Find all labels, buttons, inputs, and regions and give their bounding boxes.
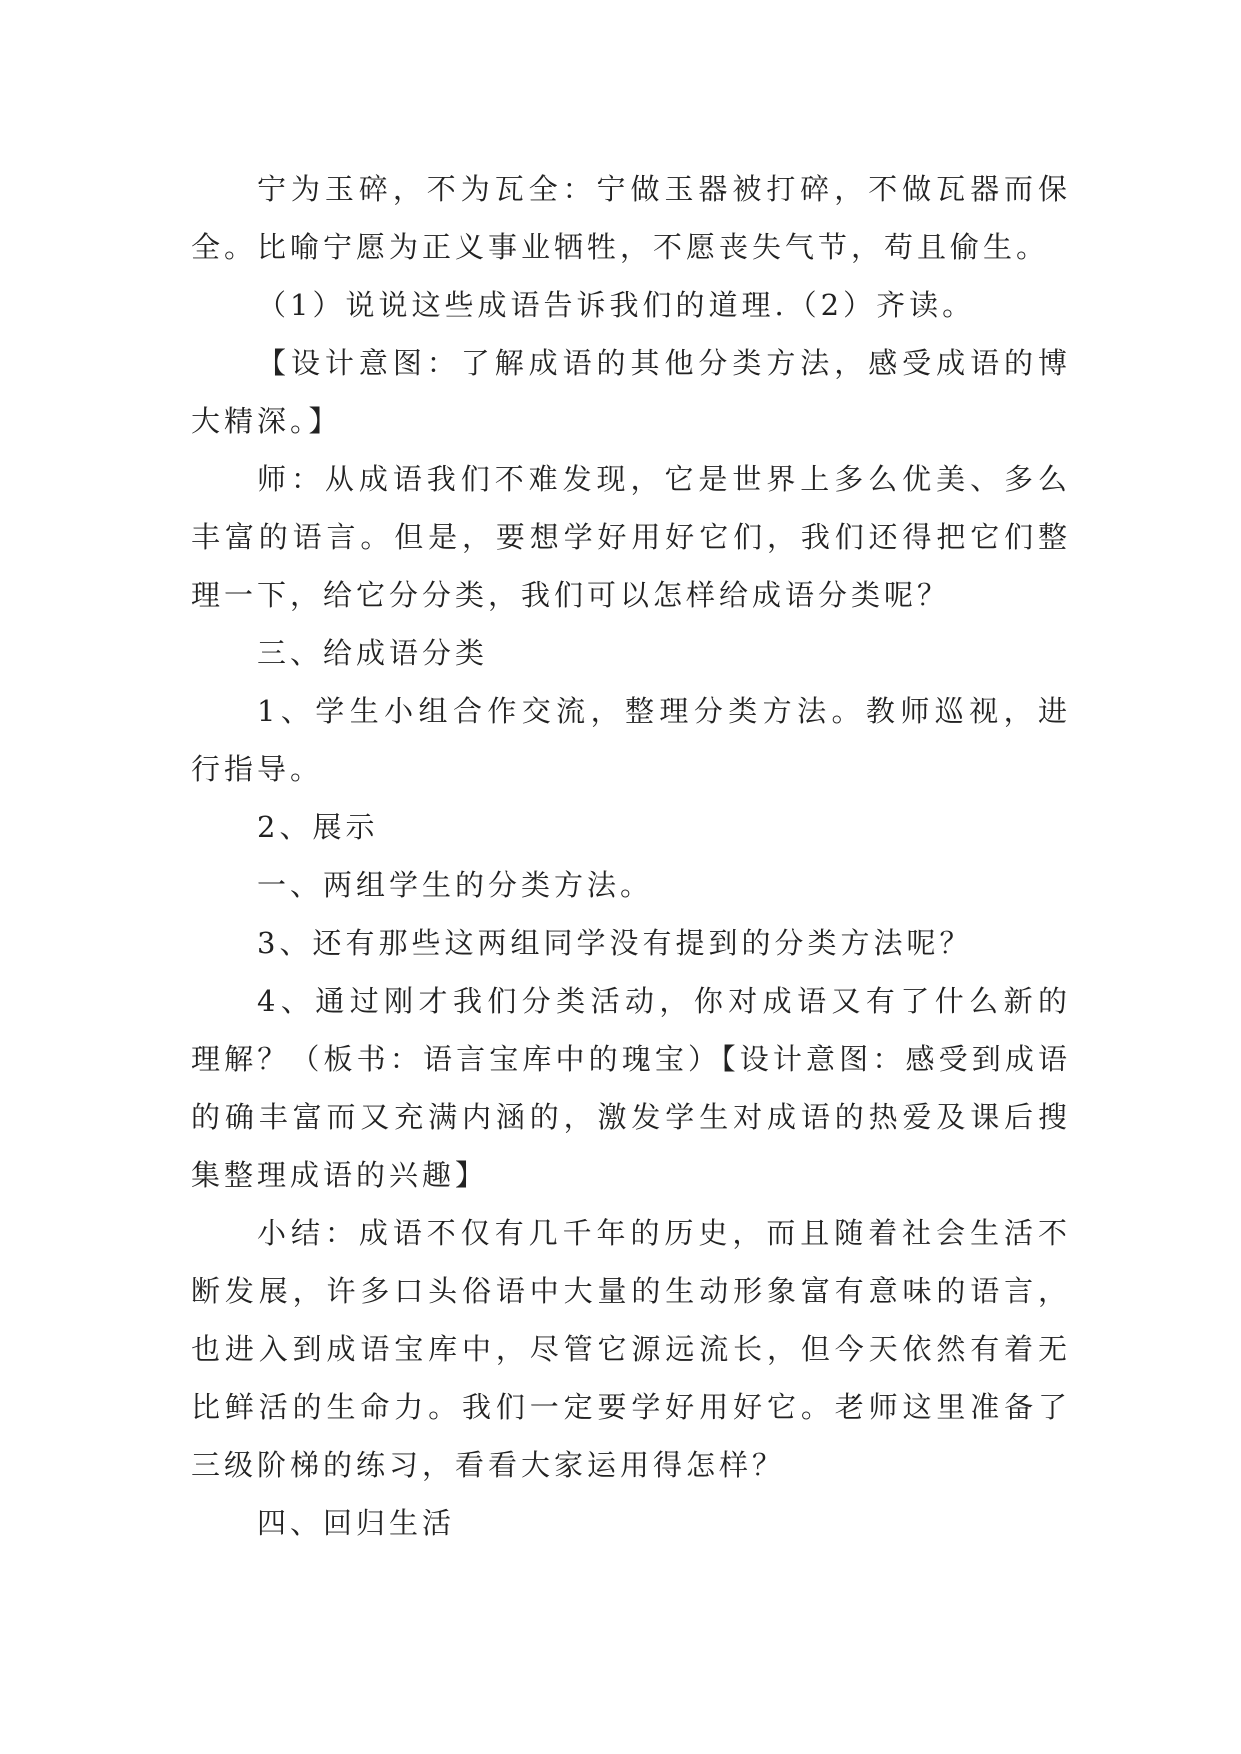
paragraph: 4、通过刚才我们分类活动，你对成语又有了什么新的理解？（板书：语言宝库中的瑰宝）【设计意图：感受到成语的确丰富而又充满内涵的，激发学生对成语的热爱及课后搜集整理成语的兴趣】 — [191, 984, 1071, 1192]
paragraph: （1）说说这些成语告诉我们的道理.（2）齐读。 — [257, 288, 976, 322]
paragraph: 1、学生小组合作交流，整理分类方法。教师巡视，进行指导。 — [191, 694, 1071, 786]
paragraph: 宁为玉碎，不为瓦全：宁做玉器被打碎，不做瓦器而保全。比喻宁愿为正义事业牺牲，不愿丧失气节，苟且偷生。 — [191, 172, 1071, 264]
paragraph: 3、还有那些这两组同学没有提到的分类方法呢？ — [257, 926, 973, 960]
section-heading: 四、回归生活 — [257, 1506, 456, 1540]
document-body — [191, 160, 1071, 1552]
paragraph: 小结：成语不仅有几千年的历史，而且随着社会生活不断发展，许多口头俗语中大量的生动形象富有意味的语言，也进入到成语宝库中，尽管它源远流长，但今天依然有着无比鲜活的生命力。我们一定要学好用好它。老师这里准备了三级阶梯的练习，看看大家运用得怎样？ — [191, 1216, 1071, 1482]
paragraph: 师：从成语我们不难发现，它是世界上多么优美、多么丰富的语言。但是，要想学好用好它们，我们还得把它们整理一下，给它分分类，我们可以怎样给成语分类呢？ — [191, 462, 1071, 612]
paragraph: 一、两组学生的分类方法。 — [257, 868, 654, 902]
paragraph: 2、展示 — [257, 810, 379, 844]
paragraph: 【设计意图：了解成语的其他分类方法，感受成语的博大精深。】 — [191, 346, 1071, 438]
section-heading: 三、给成语分类 — [257, 636, 489, 670]
